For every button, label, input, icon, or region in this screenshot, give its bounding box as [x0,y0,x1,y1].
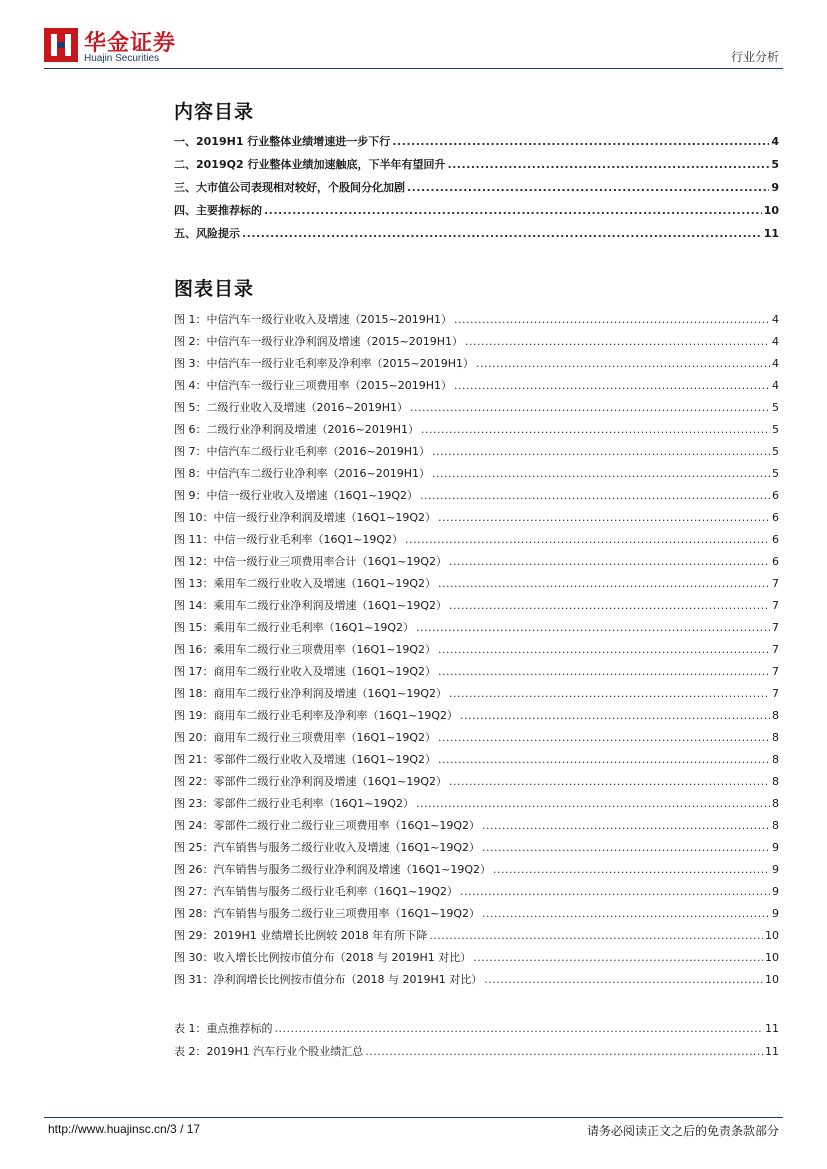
figure-entry-label: 图 1：中信汽车一级行业收入及增速（2015~2019H1） [174,313,452,326]
figure-entry-label: 图 13：乘用车二级行业收入及增速（16Q1~19Q2） [174,577,437,590]
table-entry-label: 表 1：重点推荐标的 [174,1022,273,1035]
dot-leader [482,907,770,920]
figure-entry-page: 8 [772,819,779,832]
figure-entry-page: 9 [772,885,779,898]
figure-entry[interactable] [174,751,779,773]
figure-entry-label: 图 11：中信一级行业毛利率（16Q1~19Q2） [174,533,404,546]
figure-entry-page: 8 [772,753,779,766]
figure-entry-page: 8 [772,709,779,722]
figure-entry[interactable] [174,685,779,707]
figure-entry[interactable] [174,531,779,553]
toc-entry-page: 10 [763,204,779,217]
dot-leader [432,467,770,480]
toc-list [174,133,779,248]
dot-leader [449,775,770,788]
dot-leader [429,929,763,942]
figure-entry-label: 图 18：商用车二级行业净利润及增速（16Q1~19Q2） [174,687,448,700]
figure-entry-page: 7 [772,621,779,634]
dot-leader [420,489,770,502]
figure-entry-page: 8 [772,731,779,744]
figure-entry-page: 5 [772,401,779,414]
figure-entry-page: 9 [772,863,779,876]
figure-entry-page: 4 [772,379,779,392]
table-entry-label: 表 2：2019H1 汽车行业个股业绩汇总 [174,1045,364,1058]
dot-leader [410,401,770,414]
figure-entry-label: 图 28：汽车销售与服务二级行业三项费用率（16Q1~19Q2） [174,907,481,920]
figure-entry[interactable] [174,619,779,641]
figure-entry-page: 6 [772,555,779,568]
figure-entry[interactable] [174,927,779,949]
figure-entry-label: 图 8：中信汽车二级行业净利率（2016~2019H1） [174,467,430,480]
figure-entry-page: 5 [772,467,779,480]
figure-entry-label: 图 25：汽车销售与服务二级行业收入及增速（16Q1~19Q2） [174,841,481,854]
figure-entry[interactable] [174,487,779,509]
table-entry[interactable] [174,1043,779,1066]
figure-entry-label: 图 12：中信一级行业三项费用率合计（16Q1~19Q2） [174,555,448,568]
dot-leader [421,423,770,436]
figure-entry[interactable] [174,883,779,905]
dot-leader [449,599,770,612]
figure-entry-page: 6 [772,511,779,524]
dot-leader [275,1022,764,1035]
toc-entry[interactable] [174,133,779,156]
figure-entry-page: 8 [772,797,779,810]
figure-entry-page: 10 [765,929,779,942]
table-list [174,1020,779,1066]
dot-leader [438,731,770,744]
figure-entry[interactable] [174,399,779,421]
figure-entry-label: 图 27：汽车销售与服务二级行业毛利率（16Q1~19Q2） [174,885,459,898]
dot-leader [438,753,770,766]
figure-entry-label: 图 29：2019H1 业绩增长比例较 2018 年有所下降 [174,929,428,942]
dot-leader [493,863,770,876]
figure-entry[interactable] [174,949,779,971]
dot-leader [473,951,763,964]
figure-entry-label: 图 9：中信一级行业收入及增速（16Q1~19Q2） [174,489,419,502]
figure-entry[interactable] [174,465,779,487]
table-entry-page: 11 [765,1045,779,1058]
figure-entry[interactable] [174,575,779,597]
figure-entry-label: 图 3：中信汽车一级行业毛利率及净利率（2015~2019H1） [174,357,474,370]
dot-leader [392,135,769,148]
figure-entry[interactable] [174,795,779,817]
figure-entry-page: 9 [772,907,779,920]
figure-entry-page: 4 [772,313,779,326]
figure-entry[interactable] [174,663,779,685]
figure-entry[interactable] [174,861,779,883]
dot-leader [365,1045,763,1058]
dot-leader [460,885,770,898]
toc-entry-label: 三、大市值公司表现相对较好，个股间分化加剧 [174,181,405,194]
figure-entry-label: 图 22：零部件二级行业净利润及增速（16Q1~19Q2） [174,775,448,788]
dot-leader [438,511,770,524]
figure-entry[interactable] [174,839,779,861]
figure-entry[interactable] [174,509,779,531]
figure-entry-label: 图 21：零部件二级行业收入及增速（16Q1~19Q2） [174,753,437,766]
figure-entry[interactable] [174,553,779,575]
figure-entry-page: 5 [772,423,779,436]
figure-entry-page: 7 [772,599,779,612]
figure-entry-label: 图 5：二级行业收入及增速（2016~2019H1） [174,401,408,414]
figure-list [174,311,779,993]
figure-entry[interactable] [174,707,779,729]
brand-name-cn: 华金证券 [84,31,177,56]
figure-list-title: 图表目录 [174,278,255,300]
figure-entry-page: 5 [772,445,779,458]
toc-entry-label: 二、2019Q2 行业整体业绩加速触底，下半年有望回升 [174,158,446,171]
figure-entry-page: 7 [772,643,779,656]
figure-entry-page: 6 [772,533,779,546]
figure-entry[interactable] [174,333,779,355]
dot-leader [438,665,770,678]
table-entry-page: 11 [765,1022,779,1035]
figure-entry-page: 10 [765,951,779,964]
figure-entry[interactable] [174,641,779,663]
footer-divider [44,1117,783,1118]
toc-entry-page: 11 [763,227,779,240]
figure-entry-page: 4 [772,357,779,370]
figure-entry-label: 图 4：中信汽车一级行业三项费用率（2015~2019H1） [174,379,452,392]
figure-entry-page: 7 [772,665,779,678]
table-entry[interactable] [174,1020,779,1043]
figure-entry-label: 图 26：汽车销售与服务二级行业净利润及增速（16Q1~19Q2） [174,863,492,876]
brand-name-en: Huajin Securities [84,53,160,64]
figure-entry-label: 图 16：乘用车二级行业三项费用率（16Q1~19Q2） [174,643,437,656]
dot-leader [484,973,763,986]
header-divider [44,68,783,69]
dot-leader [454,379,770,392]
figure-entry-label: 图 15：乘用车二级行业毛利率（16Q1~19Q2） [174,621,415,634]
report-category: 行业分析 [730,50,779,64]
figure-entry-page: 4 [772,335,779,348]
figure-entry[interactable] [174,729,779,751]
dot-leader [476,357,770,370]
dot-leader [432,445,770,458]
figure-entry[interactable] [174,377,779,399]
dot-leader [242,227,762,240]
dot-leader [405,533,770,546]
dot-leader [482,819,770,832]
toc-entry[interactable] [174,179,779,202]
figure-entry-label: 图 31：净利润增长比例按市值分布（2018 与 2019H1 对比） [174,973,483,986]
figure-entry[interactable] [174,971,779,993]
toc-entry-label: 一、2019H1 行业整体业绩增速进一步下行 [174,135,391,148]
toc-entry[interactable] [174,202,779,225]
figure-entry-label: 图 6：二级行业净利润及增速（2016~2019H1） [174,423,419,436]
figure-entry-page: 6 [772,489,779,502]
dot-leader [416,797,770,810]
toc-entry-label: 五、风险提示 [174,227,240,240]
footer-disclaimer: 请务必阅读正文之后的免责条款部分 [586,1124,779,1138]
toc-entry-page: 5 [771,158,779,171]
figure-entry-label: 图 10：中信一级行业净利润及增速（16Q1~19Q2） [174,511,437,524]
figure-entry-label: 图 2：中信汽车一级行业净利润及增速（2015~2019H1） [174,335,463,348]
dot-leader [465,335,770,348]
dot-leader [438,643,770,656]
figure-entry-page: 8 [772,775,779,788]
toc-entry[interactable] [174,156,779,179]
figure-entry[interactable] [174,311,779,333]
footer-url[interactable]: http://www.huajinsc.cn/3 / 17 [48,1122,201,1136]
toc-entry-page: 4 [771,135,779,148]
figure-entry-label: 图 19：商用车二级行业毛利率及净利率（16Q1~19Q2） [174,709,459,722]
figure-entry[interactable] [174,421,779,443]
dot-leader [449,555,770,568]
huajin-logo-icon [44,28,78,62]
figure-entry-label: 图 17：商用车二级行业收入及增速（16Q1~19Q2） [174,665,437,678]
figure-entry-label: 图 14：乘用车二级行业净利润及增速（16Q1~19Q2） [174,599,448,612]
dot-leader [454,313,770,326]
figure-entry-page: 7 [772,687,779,700]
figure-entry[interactable] [174,773,779,795]
dot-leader [407,181,769,194]
toc-title: 内容目录 [174,101,255,123]
dot-leader [460,709,770,722]
figure-entry-page: 9 [772,841,779,854]
dot-leader [264,204,762,217]
figure-entry[interactable] [174,597,779,619]
figure-entry-page: 7 [772,577,779,590]
toc-entry[interactable] [174,225,779,248]
figure-entry[interactable] [174,905,779,927]
figure-entry-label: 图 20：商用车二级行业三项费用率（16Q1~19Q2） [174,731,437,744]
figure-entry[interactable] [174,355,779,377]
figure-entry[interactable] [174,817,779,839]
toc-entry-label: 四、主要推荐标的 [174,204,262,217]
figure-entry-page: 10 [765,973,779,986]
figure-entry-label: 图 24：零部件二级行业二级行业三项费用率（16Q1~19Q2） [174,819,481,832]
figure-entry-label: 图 30：收入增长比例按市值分布（2018 与 2019H1 对比） [174,951,472,964]
dot-leader [416,621,770,634]
dot-leader [449,687,770,700]
figure-entry[interactable] [174,443,779,465]
figure-entry-label: 图 23：零部件二级行业毛利率（16Q1~19Q2） [174,797,415,810]
figure-entry-label: 图 7：中信汽车二级行业毛利率（2016~2019H1） [174,445,430,458]
dot-leader [482,841,770,854]
dot-leader [447,158,769,171]
dot-leader [438,577,770,590]
toc-entry-page: 9 [771,181,779,194]
